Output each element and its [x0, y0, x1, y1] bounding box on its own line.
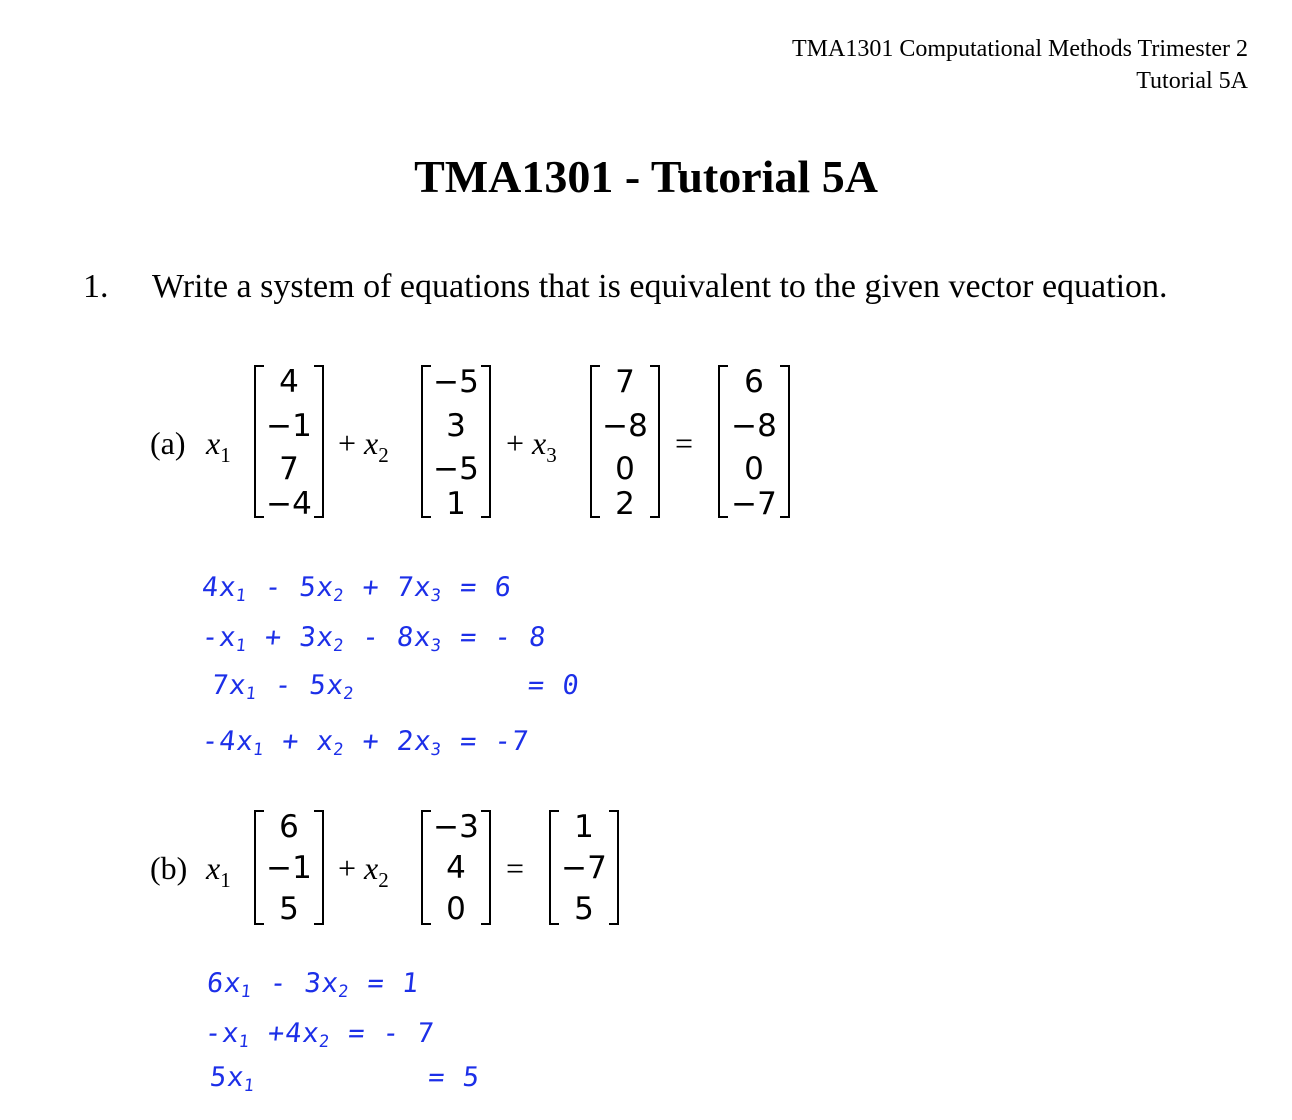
matrix-entry: −7 — [731, 486, 777, 522]
matrix-entry: 0 — [446, 891, 466, 927]
matrix-entry: −1 — [266, 408, 312, 444]
part-b-vector-1 — [254, 810, 324, 925]
part-a-label: (a) — [150, 425, 186, 461]
matrix-entry: −5 — [433, 364, 479, 400]
part-a-answer-line-4: -4x1 + x2 + 2x3 = -7 — [200, 726, 531, 760]
part-b-coef-1: $x_1$ — [206, 850, 231, 892]
part-a-vector-3 — [590, 364, 660, 522]
matrix-entry: 1 — [446, 486, 466, 522]
matrix-entry: −4 — [266, 486, 312, 522]
part-a-rhs-vector — [718, 364, 790, 522]
matrix-entry: 1 — [574, 809, 594, 845]
part-b-label: (b) — [150, 850, 188, 886]
matrix-entry: 0 — [744, 451, 764, 487]
part-a-vector-2 — [421, 364, 491, 522]
matrix-entry: 6 — [744, 364, 764, 400]
matrix-entry: 5 — [279, 891, 299, 927]
matrix-entry: 7 — [615, 364, 635, 400]
part-a-equals: = — [675, 425, 694, 461]
matrix-entry: 4 — [279, 364, 299, 400]
question-text: Write a system of equations that is equivalent to the given vector equation. — [152, 268, 1168, 305]
matrix-entry: 5 — [574, 891, 594, 927]
matrix-entry: 7 — [279, 451, 299, 487]
part-b-answer-line-1: 6x1 - 3x2 = 1 — [205, 968, 421, 1002]
part-a-vector-1 — [254, 364, 324, 522]
part-a-answer-line-2: -x1 + 3x2 - 8x3 = - 8 — [200, 622, 549, 656]
page-title: TMA1301 - Tutorial 5A — [414, 151, 878, 202]
part-b-answer-line-3: 5x1 = 5 — [208, 1062, 482, 1096]
matrix-entry: −1 — [266, 850, 312, 886]
matrix-entry: 4 — [446, 850, 466, 886]
matrix-entry: 3 — [446, 408, 466, 444]
matrix-entry: −8 — [602, 408, 648, 444]
course-header: TMA1301 Computational Methods Trimester 2 — [792, 36, 1248, 62]
matrix-entry: 2 — [615, 486, 635, 522]
matrix-entry: −3 — [433, 809, 479, 845]
part-b-equals: = — [506, 850, 525, 886]
part-a-coef-3: + $x_3$ — [506, 425, 557, 467]
part-b-vector-2 — [421, 810, 491, 925]
part-a-answer-line-3: 7x1 - 5x2 = 0 — [210, 670, 582, 704]
part-b-rhs-vector — [549, 810, 619, 925]
part-a-coef-1: $x_1$ — [206, 425, 231, 467]
matrix-entry: −7 — [561, 850, 607, 886]
part-b-answer-line-2: -x1 +4x2 = - 7 — [203, 1018, 437, 1052]
part-a-coef-2: + $x_2$ — [338, 425, 389, 467]
tutorial-header: Tutorial 5A — [1136, 68, 1248, 94]
question-number: 1. — [83, 268, 109, 305]
matrix-entry: 0 — [615, 451, 635, 487]
part-b-coef-2: + $x_2$ — [338, 850, 389, 892]
matrix-entry: −8 — [731, 408, 777, 444]
part-a-answer-line-1: 4x1 - 5x2 + 7x3 = 6 — [200, 572, 514, 606]
matrix-entry: −5 — [433, 451, 479, 487]
matrix-entry: 6 — [279, 809, 299, 845]
